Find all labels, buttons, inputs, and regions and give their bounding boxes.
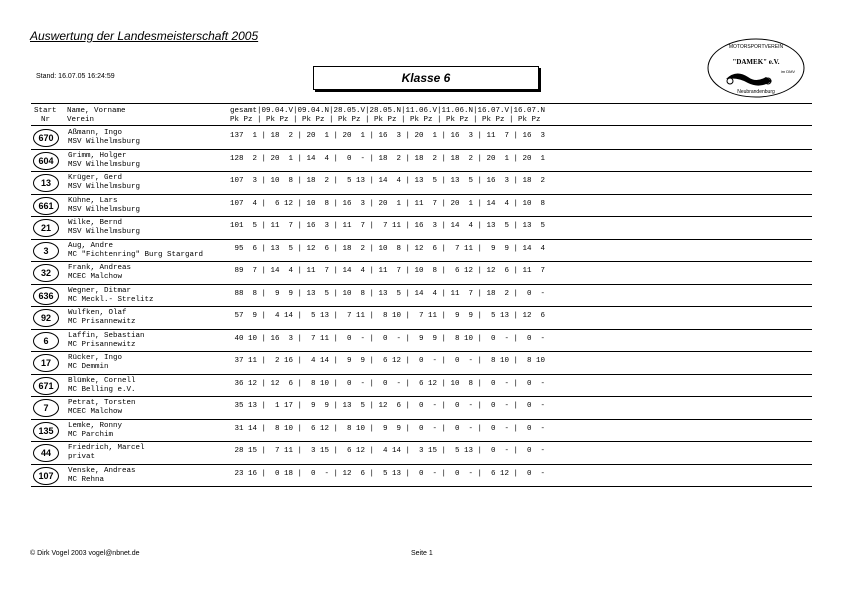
- rider-points: 137 1 | 18 2 | 20 1 | 20 1 | 16 3 | 20 1 | 16 3 | 11 7 | 16 3: [230, 132, 546, 140]
- rider-name: Frank, Andreas: [68, 264, 132, 272]
- start-number-badge: 44: [33, 444, 59, 462]
- rider-name: Blümke, Cornell: [68, 376, 136, 385]
- start-number-badge: 6: [33, 332, 59, 350]
- rider-club: MCEC Malchow: [68, 408, 123, 416]
- rider-points: 40 10 | 16 3 | 7 11 | 0 - | 0 - | 9 9 | 8 10 | 0 - | 0 -: [230, 334, 546, 343]
- rider-club: MSV Wilhelmsburg: [68, 205, 141, 214]
- rider-points: 101 5 | 11 7 | 16 3 | 11 7 | 7 11 | 16 3 | 14 4 | 13 5 | 13 5: [230, 222, 546, 230]
- start-number-badge: 604: [33, 152, 59, 170]
- rider-name: Lemke, Ronny: [68, 421, 123, 430]
- rider-club: MSV Wilhelmsburg: [68, 183, 141, 191]
- row-divider: [31, 216, 812, 217]
- start-number-badge: 107: [33, 467, 59, 485]
- start-number-badge: 21: [33, 219, 59, 237]
- start-number-badge: 32: [33, 264, 59, 282]
- row-divider: [31, 374, 812, 375]
- rider-club: MSV Wilhelmsburg: [68, 138, 141, 146]
- rider-club: MC Demmin: [68, 363, 109, 371]
- rider-points: 31 14 | 8 10 | 6 12 | 8 10 | 9 9 | 0 - | 0 - | 0 - | 0 -: [230, 424, 546, 433]
- row-divider: [31, 194, 812, 195]
- rider-club: MCEC Malchow: [68, 273, 123, 281]
- rider-points: 107 4 | 6 12 | 10 8 | 16 3 | 20 1 | 11 7 | 20 1 | 14 4 | 10 8: [230, 199, 546, 208]
- row-divider: [31, 351, 812, 352]
- logo-top-text: MOTORSPORTVEREIN: [728, 44, 784, 50]
- rider-name: Wegner, Ditmar: [68, 286, 132, 295]
- start-number-badge: 17: [33, 354, 59, 372]
- row-divider: [31, 261, 812, 262]
- start-number-badge: 636: [33, 287, 59, 305]
- rider-name: Grimm, Holger: [68, 151, 127, 160]
- header-bottom-rule: [31, 125, 812, 126]
- club-logo: [706, 37, 806, 99]
- start-number-badge: 92: [33, 309, 59, 327]
- row-divider: [31, 306, 812, 307]
- rider-points: 88 8 | 9 9 | 13 5 | 10 8 | 13 5 | 14 4 | 11 7 | 18 2 | 0 -: [230, 289, 546, 298]
- header-pk-pz: Pk Pz | Pk Pz | Pk Pz | Pk Pz | Pk Pz | Pk Pz | Pk Pz | Pk Pz | Pk Pz: [230, 116, 541, 124]
- row-divider: [31, 329, 812, 330]
- start-number-badge: 661: [33, 197, 59, 215]
- page-title: Auswertung der Landesmeisterschaft 2005: [30, 29, 259, 43]
- start-number-badge: 13: [33, 174, 59, 192]
- rider-club: MC Parchim: [68, 430, 114, 439]
- row-divider: [31, 284, 812, 285]
- rider-club: privat: [68, 453, 96, 461]
- rider-name: Kühne, Lars: [68, 196, 118, 205]
- row-divider: [31, 171, 812, 172]
- header-top-rule: [31, 103, 812, 104]
- row-divider: [31, 419, 812, 420]
- rider-name: Friedrich, Marcel: [68, 444, 145, 452]
- rider-name: Petrat, Torsten: [68, 399, 136, 407]
- logo-dmv-text: im DMV: [780, 69, 796, 74]
- rider-club: MC Prisannewitz: [68, 340, 136, 349]
- footer-page: Seite 1: [411, 550, 433, 557]
- timestamp: Stand: 16.07.05 16:24:59: [36, 73, 115, 80]
- row-divider: [31, 441, 812, 442]
- row-divider: [31, 396, 812, 397]
- rider-points: 23 16 | 0 18 | 0 - | 12 6 | 5 13 | 0 - | 0 - | 6 12 | 0 -: [230, 469, 546, 478]
- rider-points: 128 2 | 20 1 | 14 4 | 0 - | 18 2 | 18 2 | 18 2 | 20 1 | 20 1: [230, 154, 546, 163]
- class-title: Klasse 6: [313, 66, 539, 90]
- rider-club: MC Rehna: [68, 475, 105, 484]
- header-dates: gesamt|09.04.V|09.04.N|28.05.V|28.05.N|11.06.V|11.06.N|16.07.V|16.07.N: [230, 107, 546, 115]
- row-divider: [31, 149, 812, 150]
- row-divider: [31, 239, 812, 240]
- logo-mid-text: "DAMEK" e.V.: [732, 58, 780, 66]
- rider-name: Aug, Andre: [68, 241, 114, 250]
- rider-points: 36 12 | 12 6 | 8 10 | 0 - | 0 - | 6 12 | 10 8 | 0 - | 0 -: [230, 379, 546, 388]
- start-number-badge: 7: [33, 399, 59, 417]
- rider-club: MC Prisannewitz: [68, 318, 136, 326]
- header-nr: Nr: [41, 116, 51, 124]
- header-start: Start: [34, 107, 57, 115]
- start-number-badge: 135: [33, 422, 59, 440]
- logo-bottom-text: Neubrandenburg: [737, 89, 775, 95]
- rider-name: Rücker, Ingo: [68, 354, 123, 362]
- header-name: Name, Vorname: [67, 107, 126, 115]
- rider-club: MC "Fichtenring" Burg Stargard: [68, 250, 204, 259]
- rider-name: Venske, Andreas: [68, 466, 136, 475]
- row-divider: [31, 486, 812, 487]
- rider-points: 95 6 | 13 5 | 12 6 | 18 2 | 10 8 | 12 6 | 7 11 | 9 9 | 14 4: [230, 244, 546, 253]
- rider-name: Wilke, Bernd: [68, 219, 123, 227]
- start-number-badge: 3: [33, 242, 59, 260]
- rider-points: 35 13 | 1 17 | 9 9 | 13 5 | 12 6 | 0 - | 0 - | 0 - | 0 -: [230, 402, 546, 410]
- rider-club: MSV Wilhelmsburg: [68, 228, 141, 236]
- rider-name: Wulfken, Olaf: [68, 309, 127, 317]
- rider-points: 107 3 | 10 8 | 18 2 | 5 13 | 14 4 | 13 5 | 13 5 | 16 3 | 18 2: [230, 177, 546, 185]
- header-club: Verein: [67, 116, 95, 124]
- rider-club: MC Belling e.V.: [68, 385, 136, 394]
- rider-club: MC Meckl.- Strelitz: [68, 295, 154, 304]
- rider-name: Laffin, Sebastian: [68, 331, 145, 340]
- rider-points: 57 9 | 4 14 | 5 13 | 7 11 | 8 10 | 7 11 | 9 9 | 5 13 | 12 6: [230, 312, 546, 320]
- row-divider: [31, 464, 812, 465]
- rider-points: 28 15 | 7 11 | 3 15 | 6 12 | 4 14 | 3 15 | 5 13 | 0 - | 0 -: [230, 447, 546, 455]
- start-number-badge: 670: [33, 129, 59, 147]
- rider-name: Krüger, Gerd: [68, 174, 123, 182]
- start-number-badge: 671: [33, 377, 59, 395]
- rider-name: Aßmann, Ingo: [68, 129, 123, 137]
- footer-copyright: © Dirk Vogel 2003 vogel@nbnet.de: [30, 550, 140, 557]
- rider-club: MSV Wilhelmsburg: [68, 160, 141, 169]
- rider-points: 89 7 | 14 4 | 11 7 | 14 4 | 11 7 | 10 8 | 6 12 | 12 6 | 11 7: [230, 267, 546, 275]
- rider-points: 37 11 | 2 16 | 4 14 | 9 9 | 6 12 | 0 - | 0 - | 8 10 | 8 10: [230, 357, 546, 365]
